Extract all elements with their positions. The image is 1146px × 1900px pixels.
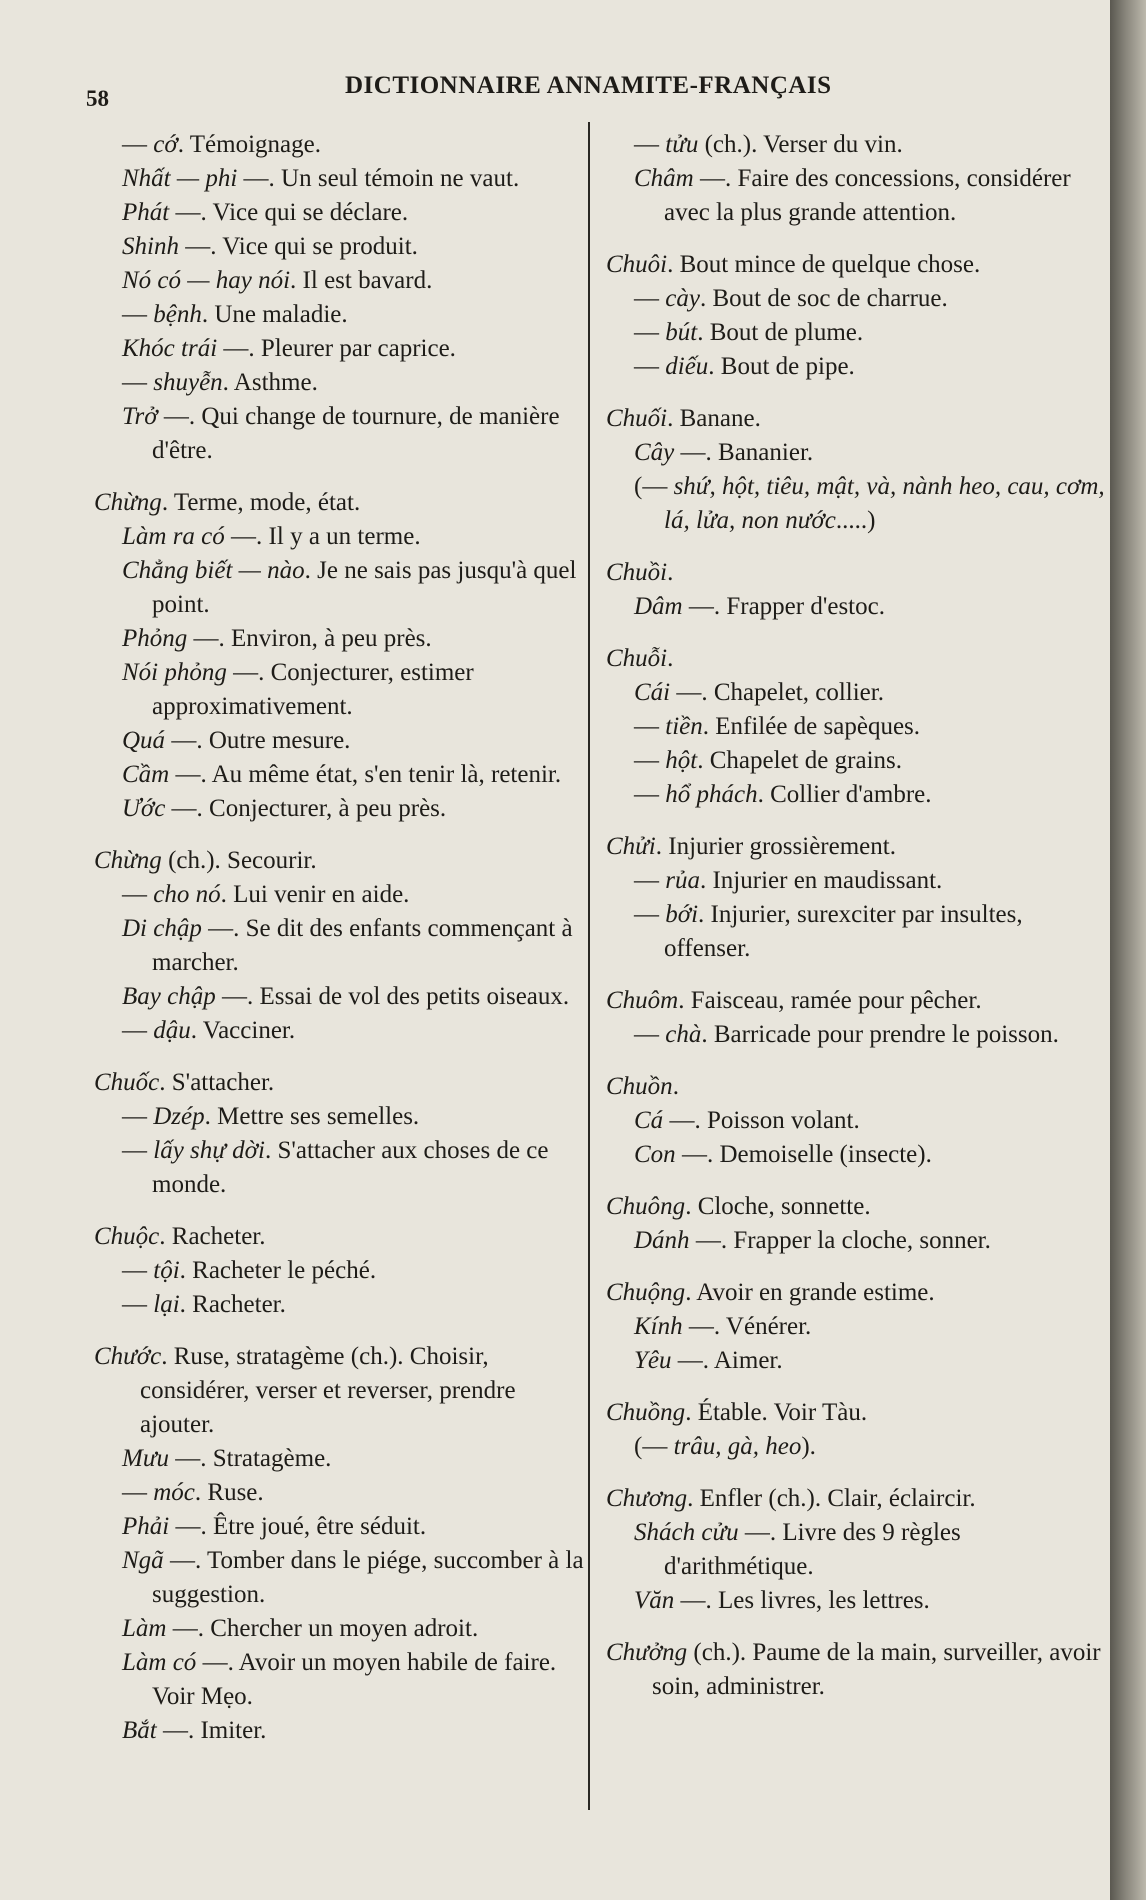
vietnamese-phrase: Bay chập	[122, 983, 216, 1010]
vietnamese-phrase: Di chập	[122, 915, 202, 942]
entry-sense-line	[94, 520, 588, 554]
entry-sense-line	[94, 298, 588, 332]
vietnamese-phrase: shuyễn	[153, 369, 223, 396]
entry-headword-line	[606, 556, 1110, 590]
vietnamese-phrase: Làm	[122, 1615, 167, 1642]
entry-sense-line	[606, 316, 1110, 350]
line-prefix: (—	[634, 1433, 674, 1460]
dictionary-entry	[606, 830, 1110, 966]
vietnamese-phrase: Shách cửu	[634, 1519, 739, 1546]
dictionary-entry	[94, 1340, 588, 1748]
french-definition: . Barricade pour prendre le poisson.	[701, 1021, 1059, 1048]
line-prefix: —	[122, 301, 154, 328]
french-definition: —. Frapper d'estoc.	[682, 593, 885, 620]
line-prefix: —	[122, 1103, 154, 1130]
entry-sense-line	[606, 350, 1110, 384]
vietnamese-phrase: cày	[665, 285, 700, 312]
entry-headword-line	[606, 1482, 1110, 1516]
french-definition: . Je ne sais pas jusqu'à quel point.	[152, 557, 577, 618]
entry-sense-line	[606, 1224, 1110, 1258]
headword: Chương	[606, 1485, 688, 1512]
french-definition: . Asthme.	[222, 369, 318, 396]
entry-sense-line	[606, 864, 1110, 898]
book-spine-shadow	[1110, 0, 1146, 1900]
french-definition: . Cloche, sonnette.	[685, 1193, 871, 1220]
entry-sense-line	[606, 1344, 1110, 1378]
entry-headword-line	[606, 830, 1110, 864]
headword: Chuôm	[606, 987, 679, 1014]
headword: Chuồi	[606, 559, 668, 586]
headword: Chuôi	[606, 251, 668, 278]
dictionary-entry	[606, 1396, 1110, 1464]
vietnamese-phrase: lấy shự dời	[153, 1137, 265, 1164]
french-definition: .....)	[835, 507, 876, 534]
dictionary-entry	[94, 128, 588, 468]
vietnamese-phrase: tội	[153, 1257, 180, 1284]
vietnamese-phrase: Nó có — hay nói	[122, 267, 291, 294]
dictionary-entry	[94, 486, 588, 826]
line-prefix: —	[634, 353, 666, 380]
vietnamese-phrase: bới	[665, 901, 699, 928]
line-prefix: —	[634, 319, 666, 346]
entry-sense-line	[94, 264, 588, 298]
vietnamese-phrase: Nhất — phi	[122, 165, 238, 192]
french-definition: . Il est bavard.	[290, 267, 433, 294]
vietnamese-phrase: Phải	[122, 1513, 170, 1540]
line-prefix: (—	[634, 473, 674, 500]
french-definition: —. Outre mesure.	[165, 727, 351, 754]
entry-sense-line	[94, 162, 588, 196]
entry-headword-line	[94, 1220, 588, 1254]
french-definition: —. Environ, à peu près.	[187, 625, 432, 652]
french-definition: —. Conjecturer, estimer approximativement.	[152, 659, 474, 720]
page-number: 58	[86, 86, 109, 111]
headword: Chuỗi	[606, 645, 668, 672]
vietnamese-phrase: hột	[665, 747, 698, 774]
entry-sense-line	[606, 1138, 1110, 1172]
headword: Chuông	[606, 1193, 686, 1220]
line-prefix: —	[634, 131, 666, 158]
french-definition: . Banane.	[667, 405, 761, 432]
french-definition: . Mettre ses semelles.	[204, 1103, 420, 1130]
entry-sense-line	[94, 622, 588, 656]
column-divider	[588, 122, 590, 1810]
french-definition: —. Vice qui se déclare.	[169, 199, 409, 226]
french-definition: . Ruse, stratagème (ch.). Choisir, considérer, verser et reverser, prendre ajouter.	[140, 1343, 516, 1438]
dictionary-entry	[606, 1276, 1110, 1378]
french-definition: —. Demoiselle (insecte).	[675, 1141, 932, 1168]
french-definition: —. Un seul témoin ne vaut.	[237, 165, 520, 192]
entry-sense-line	[606, 1310, 1110, 1344]
headword: Chửi	[606, 833, 656, 860]
entry-sense-line	[94, 1100, 588, 1134]
entry-sense-line	[606, 1104, 1110, 1138]
entry-headword-line	[606, 1636, 1110, 1704]
french-definition: —. Les livres, les lettres.	[674, 1587, 930, 1614]
dictionary-entry	[606, 1636, 1110, 1704]
french-definition: . S'attacher.	[159, 1069, 275, 1096]
vietnamese-phrase: Làm ra có	[122, 523, 225, 550]
entry-sense-line	[94, 1476, 588, 1510]
dictionary-entry	[606, 642, 1110, 812]
entry-headword-line	[606, 1276, 1110, 1310]
french-definition: . Étable. Voir Tàu.	[685, 1399, 868, 1426]
vietnamese-phrase: móc	[153, 1479, 195, 1506]
entry-sense-line	[94, 1714, 588, 1748]
vietnamese-phrase: cớ	[153, 131, 178, 158]
french-definition: —. Qui change de tournure, de manière d'être.	[152, 403, 560, 464]
line-prefix: —	[122, 1479, 154, 1506]
french-definition: .	[667, 559, 674, 586]
vietnamese-phrase: Trở	[122, 403, 158, 430]
vietnamese-phrase: Khóc trái	[122, 335, 218, 362]
french-definition: —. Frapper la cloche, sonner.	[689, 1227, 991, 1254]
entry-sense-line	[94, 196, 588, 230]
vietnamese-phrase: Ngã	[122, 1547, 164, 1574]
french-definition: —. Imiter.	[156, 1717, 267, 1744]
french-definition: . Bout de soc de charrue.	[699, 285, 948, 312]
entry-sense-line	[606, 710, 1110, 744]
headword: Chừng	[94, 847, 162, 874]
french-definition: (ch.). Verser du vin.	[698, 131, 903, 158]
dictionary-entry	[606, 1190, 1110, 1258]
entry-sense-line	[606, 744, 1110, 778]
entry-headword-line	[94, 844, 588, 878]
running-header: DICTIONNAIRE ANNAMITE-FRANÇAIS	[345, 72, 832, 99]
french-definition: . Avoir en grande estime.	[685, 1279, 935, 1306]
headword: Chuộc	[94, 1223, 160, 1250]
headword: Chuồn	[606, 1073, 673, 1100]
vietnamese-phrase: Dánh	[634, 1227, 690, 1254]
french-definition: . Enfilée de sapèques.	[702, 713, 921, 740]
entry-headword-line	[606, 402, 1110, 436]
vietnamese-phrase: tửu	[665, 131, 699, 158]
dictionary-entry	[94, 1066, 588, 1202]
french-definition: . Injurier, surexciter par insultes, offenser.	[664, 901, 1023, 962]
line-prefix: —	[634, 747, 666, 774]
entry-headword-line	[94, 486, 588, 520]
vietnamese-phrase: bút	[665, 319, 698, 346]
headword: Chừng	[94, 489, 162, 516]
entry-sense-line	[94, 878, 588, 912]
french-definition: . Bout de pipe.	[708, 353, 855, 380]
french-definition: . Racheter.	[159, 1223, 266, 1250]
line-prefix: —	[634, 781, 666, 808]
entry-sense-line	[94, 554, 588, 622]
dictionary-entry	[606, 1070, 1110, 1172]
french-definition: . Injurier grossièrement.	[655, 833, 896, 860]
french-definition: —. Avoir un moyen habile de faire. Voir Mẹo.	[152, 1649, 557, 1710]
french-definition: .	[667, 645, 674, 672]
line-prefix: —	[634, 1021, 666, 1048]
vietnamese-phrase: shứ, hột, tiêu, mật, và, nành heo, cau, cơm, lá, lửa, non nước	[664, 473, 1105, 534]
entry-sense-line	[94, 1544, 588, 1612]
entry-headword-line	[606, 1070, 1110, 1104]
french-definition: —. Il y a un terme.	[224, 523, 421, 550]
vietnamese-phrase: Cái	[634, 679, 671, 706]
entry-sense-line	[606, 470, 1110, 538]
entry-sense-line	[606, 676, 1110, 710]
vietnamese-phrase: Cây	[634, 439, 675, 466]
line-prefix: —	[634, 285, 666, 312]
vietnamese-phrase: Châm	[634, 165, 694, 192]
vietnamese-phrase: diếu	[665, 353, 709, 380]
entry-sense-line	[606, 1516, 1110, 1584]
entry-sense-line	[94, 656, 588, 724]
dictionary-entry	[606, 984, 1110, 1052]
left-column	[94, 128, 588, 1766]
french-definition: —. Être joué, être séduit.	[169, 1513, 427, 1540]
dictionary-entry	[94, 844, 588, 1048]
french-definition: —. Se dit des enfants commençant à marcher.	[152, 915, 573, 976]
headword: Chuồng	[606, 1399, 686, 1426]
vietnamese-phrase: Làm có	[122, 1649, 197, 1676]
line-prefix: —	[122, 1017, 154, 1044]
vietnamese-phrase: Dzép	[153, 1103, 205, 1130]
french-definition: ).	[801, 1433, 816, 1460]
dictionary-entry	[94, 1220, 588, 1322]
entry-sense-line	[606, 1430, 1110, 1464]
entry-sense-line	[606, 128, 1110, 162]
dictionary-entry	[606, 1482, 1110, 1618]
entry-sense-line	[94, 1612, 588, 1646]
entry-sense-line	[606, 898, 1110, 966]
entry-sense-line	[606, 436, 1110, 470]
entry-headword-line	[94, 1066, 588, 1100]
french-definition: (ch.). Secourir.	[161, 847, 317, 874]
french-definition: .	[672, 1073, 679, 1100]
french-definition: —. Stratagème.	[168, 1445, 332, 1472]
entry-sense-line	[606, 1584, 1110, 1618]
french-definition: . Racheter le péché.	[179, 1257, 377, 1284]
dictionary-entry	[606, 402, 1110, 538]
french-definition: . Faisceau, ramée pour pêcher.	[678, 987, 982, 1014]
entry-sense-line	[94, 724, 588, 758]
entry-sense-line	[94, 128, 588, 162]
french-definition: —. Chapelet, collier.	[670, 679, 884, 706]
french-definition: —. Bananier.	[674, 439, 814, 466]
headword: Chuốc	[94, 1069, 160, 1096]
entry-sense-line	[94, 1510, 588, 1544]
headword: Chuối	[606, 405, 668, 432]
vietnamese-phrase: bệnh	[153, 301, 202, 328]
entry-sense-line	[606, 162, 1110, 230]
french-definition: —. Tomber dans le piége, succomber à la suggestion.	[152, 1547, 584, 1608]
french-definition: —. Vénérer.	[682, 1313, 812, 1340]
vietnamese-phrase: Chẳng biết — nào	[122, 557, 305, 584]
vietnamese-phrase: Mưu	[122, 1445, 169, 1472]
headword: Chước	[94, 1343, 162, 1370]
french-definition: —. Vice qui se produit.	[178, 233, 418, 260]
french-definition: —. Conjecturer, à peu près.	[165, 795, 447, 822]
entry-sense-line	[94, 332, 588, 366]
french-definition: —. Faire des concessions, considérer avec la plus grande attention.	[664, 165, 1071, 226]
vietnamese-phrase: cho nó	[153, 881, 221, 908]
vietnamese-phrase: lại	[153, 1291, 180, 1318]
french-definition: —. Essai de vol des petits oiseaux.	[215, 983, 570, 1010]
vietnamese-phrase: dậu	[153, 1017, 191, 1044]
french-definition: . Chapelet de grains.	[697, 747, 903, 774]
entry-sense-line	[94, 1014, 588, 1048]
entry-headword-line	[606, 248, 1110, 282]
vietnamese-phrase: tiền	[665, 713, 703, 740]
dictionary-entry	[606, 128, 1110, 230]
french-definition: —. Livre des 9 règles d'arithmétique.	[664, 1519, 961, 1580]
vietnamese-phrase: Cá	[634, 1107, 664, 1134]
french-definition: . Bout de plume.	[697, 319, 864, 346]
dictionary-entry	[606, 248, 1110, 384]
vietnamese-phrase: Phỏng	[122, 625, 188, 652]
french-definition: . S'attacher aux choses de ce monde.	[152, 1137, 549, 1198]
entry-sense-line	[94, 1288, 588, 1322]
french-definition: . Une maladie.	[201, 301, 348, 328]
entry-sense-line	[94, 230, 588, 264]
vietnamese-phrase: Dâm	[634, 593, 683, 620]
french-definition: . Lui venir en aide.	[220, 881, 410, 908]
french-definition: . Collier d'ambre.	[757, 781, 932, 808]
french-definition: (ch.). Paume de la main, surveiller, avoir soin, administrer.	[652, 1639, 1101, 1700]
french-definition: . Injurier en maudissant.	[699, 867, 943, 894]
entry-sense-line	[94, 400, 588, 468]
vietnamese-phrase: Cầm	[122, 761, 170, 788]
entry-sense-line	[606, 1018, 1110, 1052]
french-definition: . Terme, mode, état.	[161, 489, 361, 516]
french-definition: —. Pleurer par caprice.	[217, 335, 456, 362]
entry-sense-line	[94, 912, 588, 980]
french-definition: —. Au même état, s'en tenir là, retenir.	[169, 761, 562, 788]
line-prefix: —	[634, 713, 666, 740]
french-definition: . Bout mince de quelque chose.	[667, 251, 981, 278]
entry-sense-line	[94, 980, 588, 1014]
entry-headword-line	[606, 1190, 1110, 1224]
entry-sense-line	[94, 366, 588, 400]
line-prefix: —	[634, 867, 666, 894]
vietnamese-phrase: Nói phỏng	[122, 659, 227, 686]
entry-sense-line	[94, 1254, 588, 1288]
line-prefix: —	[122, 1257, 154, 1284]
vietnamese-phrase: Yêu	[634, 1347, 672, 1374]
line-prefix: —	[122, 131, 154, 158]
headword: Chưởng	[606, 1639, 688, 1666]
entry-sense-line	[94, 792, 588, 826]
french-definition: . Racheter.	[179, 1291, 286, 1318]
entry-sense-line	[606, 282, 1110, 316]
vietnamese-phrase: Kính	[634, 1313, 683, 1340]
french-definition: —. Chercher un moyen adroit.	[166, 1615, 479, 1642]
vietnamese-phrase: hổ phách	[665, 781, 758, 808]
line-prefix: —	[122, 369, 154, 396]
vietnamese-phrase: Ước	[122, 795, 166, 822]
entry-sense-line	[94, 758, 588, 792]
line-prefix: —	[122, 1291, 154, 1318]
headword: Chuộng	[606, 1279, 686, 1306]
line-prefix: —	[122, 881, 154, 908]
entry-sense-line	[606, 778, 1110, 812]
vietnamese-phrase: trâu, gà, heo	[673, 1433, 802, 1460]
french-definition: . Vacciner.	[190, 1017, 296, 1044]
entry-headword-line	[606, 1396, 1110, 1430]
right-column	[606, 128, 1110, 1722]
entry-headword-line	[606, 642, 1110, 676]
vietnamese-phrase: chà	[665, 1021, 702, 1048]
vietnamese-phrase: Bắt	[122, 1717, 157, 1744]
dictionary-entry	[606, 556, 1110, 624]
french-definition: . Témoignage.	[177, 131, 321, 158]
entry-sense-line	[606, 590, 1110, 624]
vietnamese-phrase: Con	[634, 1141, 676, 1168]
entry-sense-line	[94, 1442, 588, 1476]
french-definition: . Ruse.	[194, 1479, 264, 1506]
vietnamese-phrase: Shinh	[122, 233, 179, 260]
vietnamese-phrase: Phát	[122, 199, 170, 226]
line-prefix: —	[634, 901, 666, 928]
entry-sense-line	[94, 1646, 588, 1714]
french-definition: . Enfler (ch.). Clair, éclaircir.	[687, 1485, 976, 1512]
entry-headword-line	[94, 1340, 588, 1442]
french-definition: —. Poisson volant.	[663, 1107, 860, 1134]
entry-sense-line	[94, 1134, 588, 1202]
line-prefix: —	[122, 1137, 154, 1164]
entry-headword-line	[606, 984, 1110, 1018]
french-definition: —. Aimer.	[671, 1347, 783, 1374]
vietnamese-phrase: rủa	[665, 867, 700, 894]
vietnamese-phrase: Văn	[634, 1587, 675, 1614]
vietnamese-phrase: Quá	[122, 727, 166, 754]
